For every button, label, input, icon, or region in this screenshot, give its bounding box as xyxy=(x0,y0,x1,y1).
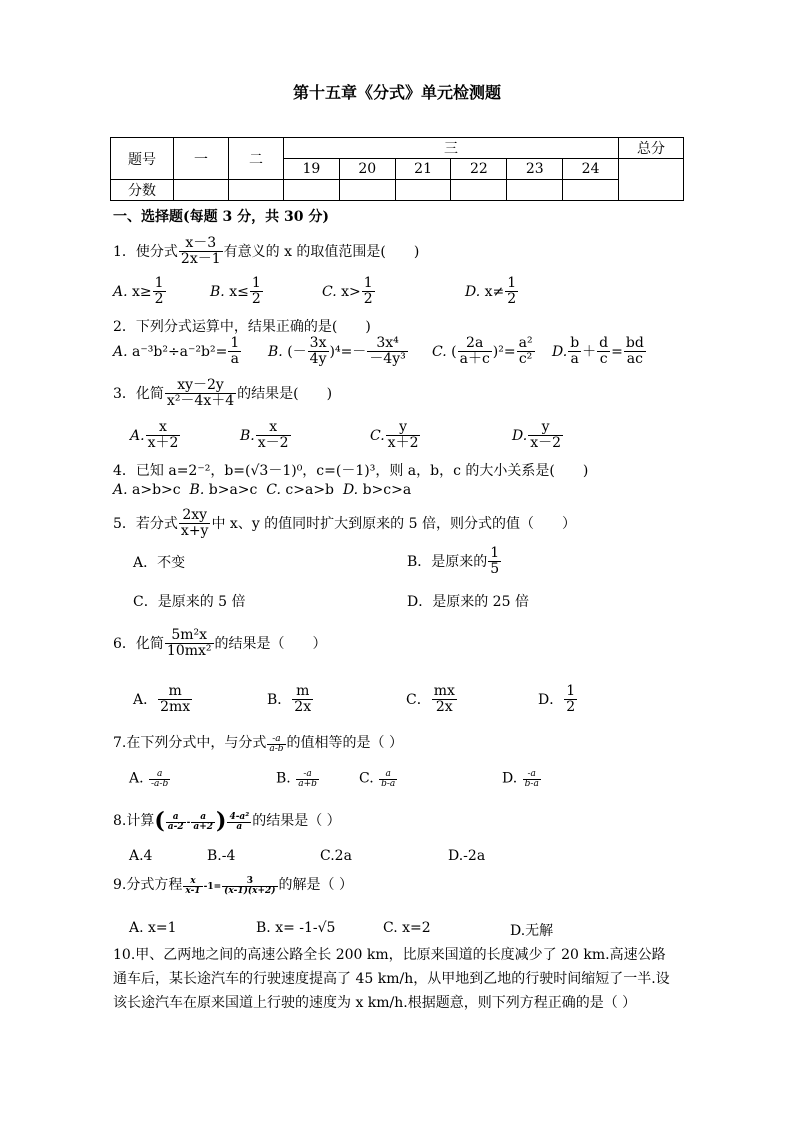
table-score-cell xyxy=(507,180,563,201)
table-col-1: 一 xyxy=(174,138,229,180)
table-score-cell xyxy=(339,180,395,201)
fraction: $\frac{x-3}{2x-1}$ xyxy=(180,235,221,268)
q6-option-b: B． $\frac{m}{2x}$ xyxy=(267,683,312,716)
q1-option-d: D. x≠ $\frac{1}{2}$ xyxy=(465,275,517,308)
table-subcol: 19 xyxy=(284,159,340,180)
q1-option-b: B. x≤ $\frac{1}{2}$ xyxy=(210,275,261,308)
table-score-label: 分数 xyxy=(111,180,174,201)
question-3: 3．化简 $\frac{xy-2y}{\text{x²－4x＋4}}$ 的结果是( ) xyxy=(113,377,333,410)
table-col-total: 总分 xyxy=(619,138,684,159)
table-col-2: 二 xyxy=(229,138,284,180)
fraction: $\frac{xy-2y}{\text{x²－4x＋4}}$ xyxy=(166,377,235,410)
q5-option-a: A．不变 xyxy=(133,555,186,571)
table-header-label: 题号 xyxy=(111,138,174,180)
q1-option-c: C. x> $\frac{1}{2}$ xyxy=(322,275,373,308)
q2-option-b: B. (－ $\frac{3x}{4y}$ )⁴=－ $\frac{\text{3x⁴}}{\text{－4y³}}$ xyxy=(268,335,406,368)
question-2: 2．下列分式运算中，结果正确的是( ) xyxy=(113,319,371,335)
q7-option-d: D. $\frac{-a}{b-a}$ xyxy=(502,769,539,790)
table-score-cell xyxy=(174,180,229,201)
q5-option-c: C．是原来的 5 倍 xyxy=(133,594,246,610)
fraction: $\frac{\text{5m²x}}{\text{10mx²}}$ xyxy=(166,627,212,660)
q5-option-b: B．是原来的 $\frac{1}{5}$ xyxy=(407,545,500,578)
q7-option-c: C. $\frac{a}{b-a}$ xyxy=(359,769,396,790)
q6-option-c: C． $\frac{mx}{2x}$ xyxy=(406,683,455,716)
table-subcol: 22 xyxy=(451,159,507,180)
question-4: 4．已知 a=2⁻²，b=(√3－1)⁰，c=(－1)³，则 a，b，c 的大小关系是( ) xyxy=(113,463,589,479)
table-subcol: 23 xyxy=(507,159,563,180)
table-score-cell xyxy=(395,180,451,201)
q9-option-d: D.无解 xyxy=(510,923,554,939)
table-subcol: 21 xyxy=(395,159,451,180)
q2-option-a: A. a⁻³b²÷a⁻²b²= $\frac{1}{a}$ xyxy=(113,335,240,368)
table-col-3: 三 xyxy=(284,138,619,159)
q2-option-c: C. ( $\frac{2a}{a+c}$ )²= $\frac{\text{a²}}{\text{c²}}$ xyxy=(432,335,533,368)
q4-options: A. a>b>c B. b>a>c C. c>a>b D. b>c>a xyxy=(113,482,412,498)
q7-option-b: B. $\frac{-a}{a+b}$ xyxy=(276,769,317,790)
question-1: 1．使分式 $\frac{x-3}{2x-1}$ 有意义的 x 的取值范围是( ) xyxy=(113,235,420,268)
table-subcol: 24 xyxy=(563,159,619,180)
q8-option-d: D.-2a xyxy=(448,848,486,864)
table-score-cell xyxy=(563,180,619,201)
question-10: 10.甲、乙两地之间的高速公路全长 200 km，比原来国道的长度减少了 20 km.高速公路通车后，某长途汽车的行驶速度提高了 45 km/h，从甲地到乙地的行驶时间缩短了一半.设该长途汽车在原来国道上行驶的速度为 x km/h.根据题意，则下列方程正确的是（ ） xyxy=(113,947,670,1011)
section-heading: 一、选择题(每题 3 分，共 30 分) xyxy=(113,209,329,225)
table-score-cell xyxy=(229,180,284,201)
q2-option-d: D. $\frac{b}{a}$ ＋ $\frac{d}{c}$ = $\frac{bd}{ac}$ xyxy=(552,335,644,368)
question-7: 7.在下列分式中，与分式 $\frac{-a}{a-b}$ 的值相等的是（ ） xyxy=(113,733,403,754)
table-score-cell xyxy=(284,180,340,201)
fraction: $\frac{2xy}{x+y}$ xyxy=(180,507,209,540)
q8-option-c: C.2a xyxy=(320,848,352,864)
q3-option-c: C. $\frac{y}{x+2}$ xyxy=(370,419,419,452)
table-subcol: 20 xyxy=(339,159,395,180)
q7-option-a: A. $\frac{a}{-a-b}$ xyxy=(129,769,169,790)
q3-option-d: D. $\frac{y}{x-2}$ xyxy=(512,419,561,452)
score-table xyxy=(110,137,684,201)
question-9: 9.分式方程 $\frac{x}{x-1}$ -1= $\frac{3}{(x-1)(x+2)}$ 的解是（ ） xyxy=(113,875,353,896)
q9-option-c: C. x=2 xyxy=(383,920,431,936)
question-5: 5．若分式 $\frac{2xy}{x+y}$ 中 x、y 的值同时扩大到原来的 5 倍，则分式的值（ ） xyxy=(113,507,576,540)
q3-option-b: B. $\frac{x}{x-2}$ xyxy=(240,419,289,452)
q8-option-b: B.-4 xyxy=(207,848,236,864)
q3-option-a: A. $\frac{x}{x+2}$ xyxy=(130,419,179,452)
question-6: 6．化简 $\frac{\text{5m²x}}{\text{10mx²}}$ 的结果是（ ） xyxy=(113,627,327,660)
question-8: 8.计算( $\frac{a}{a-2}$ - $\frac{a}{a+2}$ ) $\frac{\text{4-a²}}{a}$ 的结果是（ ） xyxy=(113,808,341,834)
table-total-cell xyxy=(619,159,684,201)
q9-option-a: A. x=1 xyxy=(129,920,177,936)
q6-option-d: D． $\frac{1}{2}$ xyxy=(538,683,576,716)
q8-option-a: A.4 xyxy=(129,848,153,864)
q1-option-a: A. x≥ $\frac{1}{2}$ xyxy=(113,275,164,308)
table-score-cell xyxy=(451,180,507,201)
q5-option-d: D．是原来的 25 倍 xyxy=(407,594,529,610)
q6-option-a: A． $\frac{m}{2mx}$ xyxy=(133,683,191,716)
page-title: 第十五章《分式》单元检测题 xyxy=(292,83,501,102)
q9-option-b: B. x= -1-√5 xyxy=(256,920,336,936)
